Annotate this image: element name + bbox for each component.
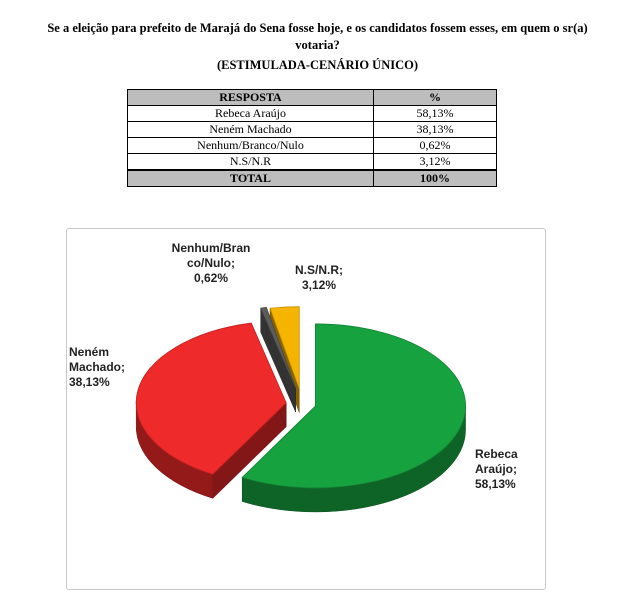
label-rebeca-value: 58,13% (475, 477, 516, 491)
label-nsnr (289, 263, 349, 293)
label-nenhum-name-2: co/Nulo; (187, 256, 235, 270)
label-rebeca-name-2: Araújo; (475, 462, 517, 476)
results-table (127, 89, 497, 187)
label-nenem (69, 345, 125, 390)
row-pct: 58,13% (374, 106, 497, 122)
label-nsnr-value: 3,12% (301, 278, 337, 292)
row-pct: 38,13% (374, 122, 497, 138)
table-row (128, 154, 497, 171)
row-resposta: Neném Machado (128, 122, 374, 138)
label-nenhum (171, 241, 251, 286)
scenario-subtitle: (ESTIMULADA-CENÁRIO ÚNICO) (216, 58, 419, 72)
table-row (128, 122, 497, 138)
table-row (128, 106, 497, 122)
row-resposta: Nenhum/Branco/Nulo (128, 138, 374, 154)
total-label: TOTAL (128, 170, 374, 187)
pie-chart-frame (66, 228, 546, 590)
table-header-row (128, 90, 497, 106)
row-pct: 0,62% (374, 138, 497, 154)
label-nenhum-name-1: Nenhum/Bran (171, 241, 251, 255)
question-title: Se a eleição para prefeito de Marajá do Sena fosse hoje, e os candidatos fossem esses, em quem o sr(a) votaria? (47, 21, 588, 52)
table-total-row (128, 170, 497, 187)
header-resposta: RESPOSTA (128, 90, 374, 106)
label-rebeca-name-1: Rebeca (475, 447, 518, 461)
row-resposta: N.S/N.R (128, 154, 374, 171)
row-pct: 3,12% (374, 154, 497, 171)
label-nenem-name-2: Machado; (69, 360, 126, 374)
table-row (128, 138, 497, 154)
label-rebeca (475, 447, 518, 492)
label-nenem-value: 38,13% (69, 375, 110, 389)
header-pct: % (374, 90, 497, 106)
label-nenhum-value: 0,62% (193, 271, 229, 285)
label-nsnr-name-1: N.S/N.R; (295, 263, 343, 277)
total-pct: 100% (374, 170, 497, 187)
row-resposta: Rebeca Araújo (128, 106, 374, 122)
label-nenem-name-1: Neném (69, 345, 110, 359)
